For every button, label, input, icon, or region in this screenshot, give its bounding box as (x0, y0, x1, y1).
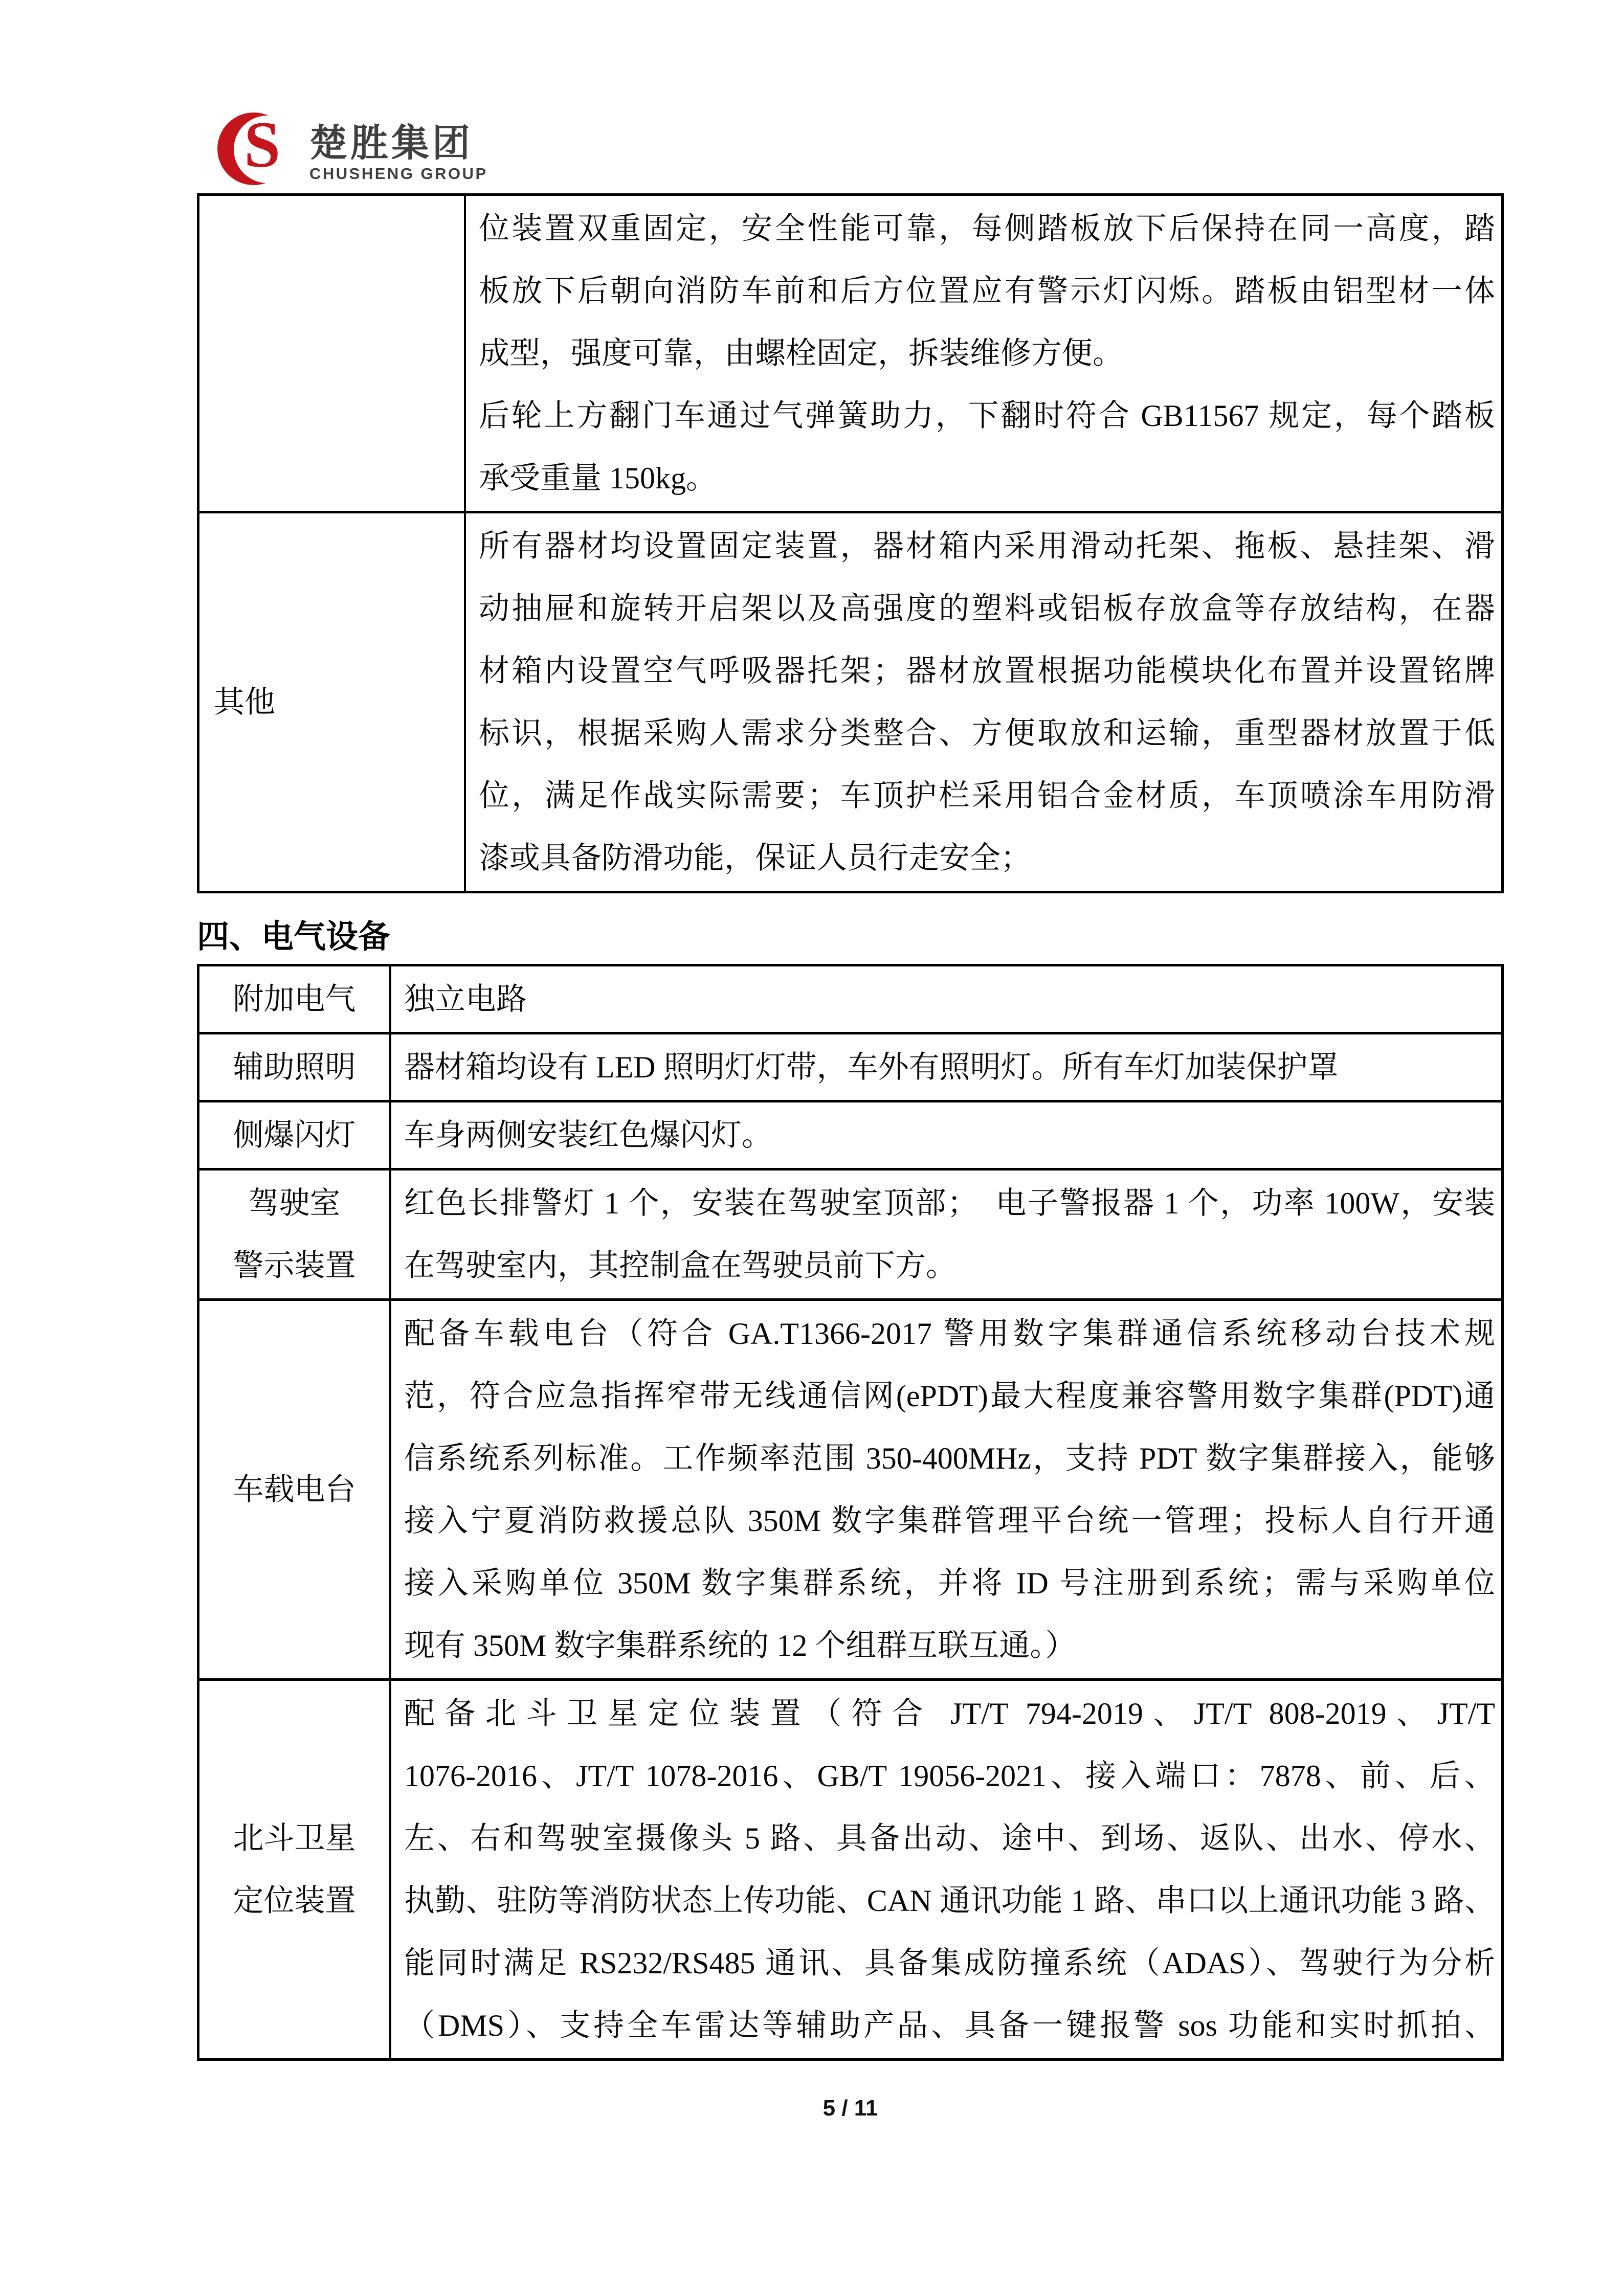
text-line: 板放下后朝向消防车前和后方位置应有警示灯闪烁。踏板由铝型材一体 (479, 274, 1495, 308)
row-label-text: 辅助照明 (233, 1050, 356, 1084)
row-label-text: 定位装置 (233, 1884, 356, 1918)
table-row (199, 1032, 1501, 1100)
table-row (199, 511, 1501, 891)
row-label-cell (199, 1170, 391, 1298)
text-line: 范，符合应急指挥窄带无线通信网(ePDT)最大程度兼容警用数字集群(PDT)通 (404, 1379, 1495, 1413)
company-logo (217, 108, 488, 188)
spec-table-electrical-equipment (197, 964, 1504, 2061)
table-row (199, 196, 1501, 511)
brand-name-cn: 楚胜集团 (309, 122, 473, 164)
text-line: 位装置双重固定，安全性能可靠，每侧踏板放下后保持在同一高度，踏 (479, 212, 1495, 245)
table-row (199, 1100, 1501, 1168)
text-line: 红色长排警灯 1 个，安装在驾驶室顶部； 电子警报器 1 个，功率 100W，安装 (404, 1186, 1495, 1220)
row-label-text: 北斗卫星 (233, 1821, 356, 1855)
text-line: 配备北斗卫星定位装置（符合 JT/T 794-2019、JT/T 808-2019、JT/T (404, 1697, 1495, 1730)
page-number: 5 / 11 (822, 2096, 878, 2121)
text-line: 器材箱均设有 LED 照明灯灯带，车外有照明灯。所有车灯加装保护罩 (404, 1050, 1339, 1084)
text-line: 现有 350M 数字集群系统的 12 个组群互联互通。） (404, 1629, 1076, 1662)
row-label-cell (199, 1681, 391, 2058)
text-line: 承受重量 150kg。 (479, 461, 717, 495)
text-line: 接入采购单位 350M 数字集群系统，并将 ID 号注册到系统；需与采购单位 (404, 1566, 1495, 1600)
row-label-cell (199, 966, 391, 1032)
logo-text-block (309, 111, 488, 184)
text-line: 材箱内设置空气呼吸器托架；器材放置根据功能模块化布置并设置铭牌 (479, 654, 1495, 688)
row-content-cell (391, 1301, 1501, 1678)
text-line: 后轮上方翻门车通过气弹簧助力，下翻时符合 GB11567 规定，每个踏板 (479, 399, 1495, 433)
text-line: 在驾驶室内，其控制盒在驾驶员前下方。 (404, 1249, 956, 1282)
row-content-cell (466, 513, 1501, 891)
row-label-text: 侧爆闪灯 (233, 1118, 356, 1152)
row-content-cell (391, 1681, 1501, 2058)
spec-table-body-structure (197, 193, 1504, 893)
text-line: 位，满足作战实际需要；车顶护栏采用铝合金材质，车顶喷涂车用防滑 (479, 779, 1495, 813)
row-content-cell (391, 1102, 1501, 1168)
text-line: 成型，强度可靠，由螺栓固定，拆装维修方便。 (479, 336, 1123, 370)
row-label-text: 警示装置 (233, 1249, 356, 1282)
row-label-text: 附加电气 (233, 982, 356, 1016)
text-line: 动抽屉和旋转开启架以及高强度的塑料或铝板存放盒等存放结构，在器 (479, 592, 1495, 625)
text-line: 配备车载电台（符合 GA.T1366-2017 警用数字集群通信系统移动台技术规 (404, 1317, 1495, 1350)
row-label-text: 车载电台 (233, 1473, 356, 1506)
text-line: 执勤、驻防等消防状态上传功能、CAN 通讯功能 1 路、串口以上通讯功能 3 路、 (404, 1884, 1495, 1918)
row-content-cell (391, 1170, 1501, 1298)
text-line: 左、右和驾驶室摄像头 5 路、具备出动、途中、到场、返队、出水、停水、 (404, 1821, 1495, 1855)
text-line: 接入宁夏消防救援总队 350M 数字集群管理平台统一管理；投标人自行开通 (404, 1504, 1495, 1538)
text-line: 车身两侧安装红色爆闪灯。 (404, 1118, 772, 1152)
table-row (199, 1678, 1501, 2058)
table-row (199, 1298, 1501, 1678)
text-line: 独立电路 (404, 982, 527, 1016)
row-label-text: 驾驶室 (248, 1186, 341, 1220)
row-content-cell (391, 966, 1501, 1032)
text-line: 漆或具备防滑功能，保证人员行走安全； (479, 841, 1031, 875)
row-label-cell (199, 1301, 391, 1678)
text-line: 1076-2016、JT/T 1078-2016、GB/T 19056-2021、接入端口：7878、前、后、 (404, 1759, 1495, 1793)
logo-s-letter: S (244, 108, 281, 181)
row-content-cell (466, 196, 1501, 511)
text-line: 标识，根据采购人需求分类整合、方便取放和运输，重型器材放置于低 (479, 716, 1495, 750)
row-label-text: 其他 (214, 685, 275, 719)
row-content-cell (391, 1034, 1501, 1100)
row-label-cell (199, 513, 466, 891)
table-row (199, 1168, 1501, 1298)
row-label-cell (199, 196, 466, 511)
row-label-cell (199, 1102, 391, 1168)
text-line: （DMS）、支持全车雷达等辅助产品、具备一键报警 sos 功能和实时抓拍、 (404, 2009, 1495, 2042)
row-label-cell (199, 1034, 391, 1100)
brand-name-en: CHUSHENG GROUP (309, 165, 488, 183)
text-line: 所有器材均设置固定装置，器材箱内采用滑动托架、拖板、悬挂架、滑 (479, 529, 1495, 563)
text-line: 信系统系列标准。工作频率范围 350-400MHz，支持 PDT 数字集群接入，能够 (404, 1442, 1495, 1475)
section-heading: 四、电气设备 (197, 919, 390, 955)
table-row (199, 966, 1501, 1032)
text-line: 能同时满足 RS232/RS485 通讯、具备集成防撞系统（ADAS）、驾驶行为分析 (404, 1946, 1495, 1980)
chusheng-logo-icon (217, 108, 304, 188)
